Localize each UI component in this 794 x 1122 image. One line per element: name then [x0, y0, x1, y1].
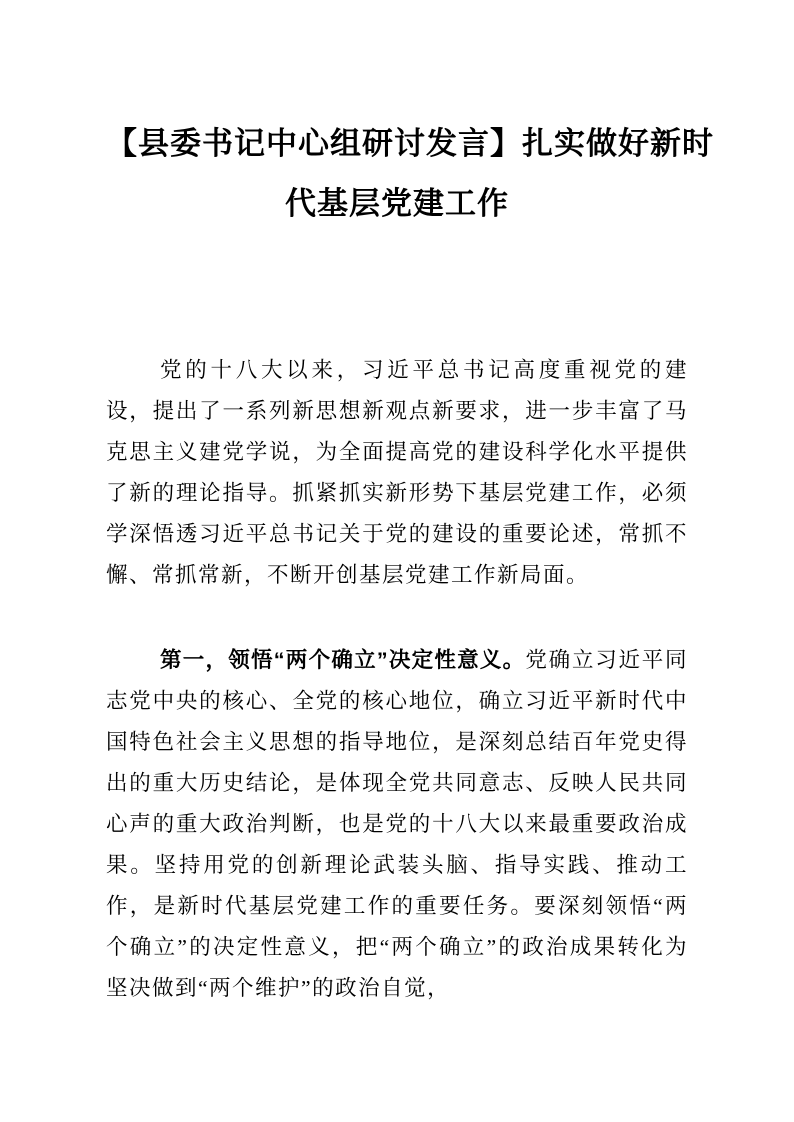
document-title	[106, 114, 714, 234]
document-title-line-2: 代基层党建工作	[285, 186, 509, 221]
paragraph	[106, 640, 688, 1009]
document-body	[106, 350, 688, 1009]
paragraph	[106, 350, 688, 596]
paragraph-text: 党的十八大以来，习近平总书记高度重视党的建设，提出了一系列新思想新观点新要求，进一步丰富了马克思主义建党学说，为全面提高党的建设科学化水平提供了新的理论指导。抓紧抓实新形势下基层党建工作，必须学深悟透习近平总书记关于党的建设的重要论述，常抓不懈、常抓常新，不断开创基层党建工作新局面。	[106, 358, 688, 587]
paragraph-lead: 第一，领悟“两个确立”决定性意义。	[160, 648, 526, 672]
document-title-line-1: 【县委书记中心组研讨发言】扎实做好新时	[106, 126, 714, 161]
paragraph-text: 党确立习近平同志党中央的核心、全党的核心地位，确立习近平新时代中国特色社会主义思想的指导地位，是深刻总结百年党史得出的重大历史结论，是体现全党共同意志、反映人民共同心声的重大政治判断，也是党的十八大以来最重要政治成果。坚持用党的创新理论武装头脑、指导实践、推动工作，是新时代基层党建工作的重要任务。要深刻领悟“两个确立”的决定性意义，把“两个确立”的政治成果转化为坚决做到“两个维护”的政治自觉，	[106, 648, 688, 1000]
